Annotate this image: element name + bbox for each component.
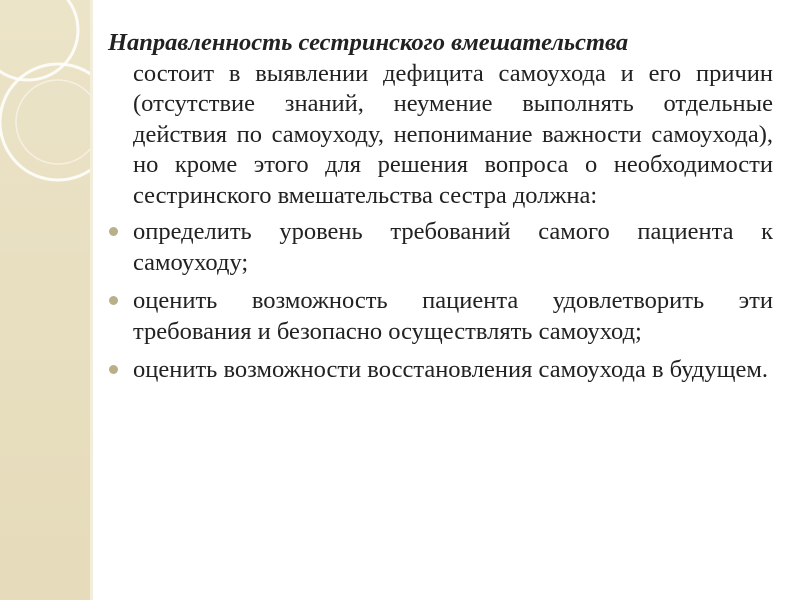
intro-body: состоит в выявлении дефицита самоухода и его причин (отсутствие знаний, неумение выполнять отдельные действия по самоуходу, непонимание важности самоухода), но кроме этого для решения вопроса о необходимости сестринского вмешательства сестра должна:: [133, 59, 773, 209]
bullet-item: [108, 355, 773, 386]
band-divider: [90, 0, 93, 600]
bullet-text: оценить возможности восстановления самоухода в будущем.: [133, 356, 768, 383]
decorative-circles-icon: [0, 0, 90, 600]
bullet-item: [108, 217, 773, 278]
bullet-dot-icon: [109, 227, 118, 236]
intro-paragraph: [108, 28, 773, 211]
bullet-text: оценить возможность пациента удовлетворить эти требования и безопасно осуществлять самоуход;: [133, 287, 773, 345]
slide-content: [108, 28, 773, 394]
bullet-text: определить уровень требований самого пациента к самоуходу;: [133, 218, 773, 276]
bullet-dot-icon: [109, 296, 118, 305]
intro-lead: Направленность сестринского вмешательства: [108, 29, 629, 56]
decorative-side-band: [0, 0, 90, 600]
bullet-dot-icon: [109, 365, 118, 374]
bullet-item: [108, 286, 773, 347]
bullet-list: [108, 217, 773, 386]
